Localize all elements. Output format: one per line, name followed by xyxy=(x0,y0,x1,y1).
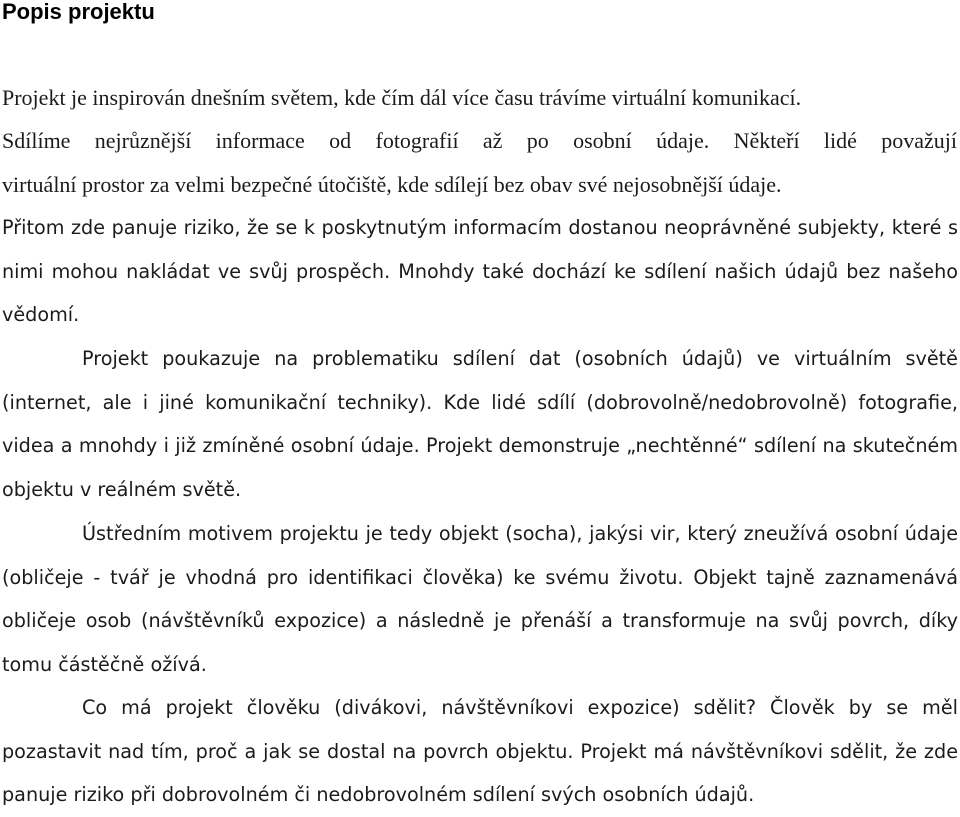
paragraph-motive: Ústředním motivem projektu je tedy objekt (socha), jakýsi vir, který zneužívá osobní údaje (obličeje - tvář je vhodná pro identifikaci člověka) ke svému životu. Objekt tajně zaznamenává obličeje osob (návštěvníků expozice) a následně je přenáší a transformuje na svůj povrch, díky tomu částěčně ožívá. xyxy=(2,522,958,676)
paragraph-risk: Přitom zde panuje riziko, že se k poskytnutým informacím dostanou neoprávněné subjekty, které s nimi mohou nakládat ve svůj prospěch. Mnohdy také dochází ke sdílení našich údajů bez našeho vědomí. xyxy=(2,216,958,327)
intro-line-1: Projekt je inspirován dnešním světem, kde čím dál více času trávíme virtuální komunikací. xyxy=(2,85,802,110)
page-title: Popis projektu xyxy=(2,0,155,24)
paragraph-problem: Projekt poukazuje na problematiku sdílení dat (osobních údajů) ve virtuálním světě (internet, ale i jiné komunikační techniky). Kde lidé sdílí (dobrovolně/nedobrovolně) fotografie, videa a mnohdy i již zmíněné osobní údaje. Projekt demonstruje „nechtěnné“ sdílení na skutečném objektu v reálném světě. xyxy=(2,347,958,501)
paragraph-message: Co má projekt člověku (divákovi, návštěvníkovi expozice) sdělit? Člověk by se měl pozastavit nad tím, proč a jak se dostal na povrch objektu. Projekt má návštěvníkovi sdělit, že zde panuje riziko při dobrovolném či nedobrovolném sdílení svých osobních údajů. xyxy=(2,696,958,807)
intro-line-3: virtuální prostor za velmi bezpečné útočiště, kde sdílejí bez obav své nejosobnější údaje. xyxy=(2,172,782,197)
intro-line-2: Sdílíme nejrůznější informace od fotografií až po osobní údaje. Někteří lidé považují xyxy=(2,128,957,153)
